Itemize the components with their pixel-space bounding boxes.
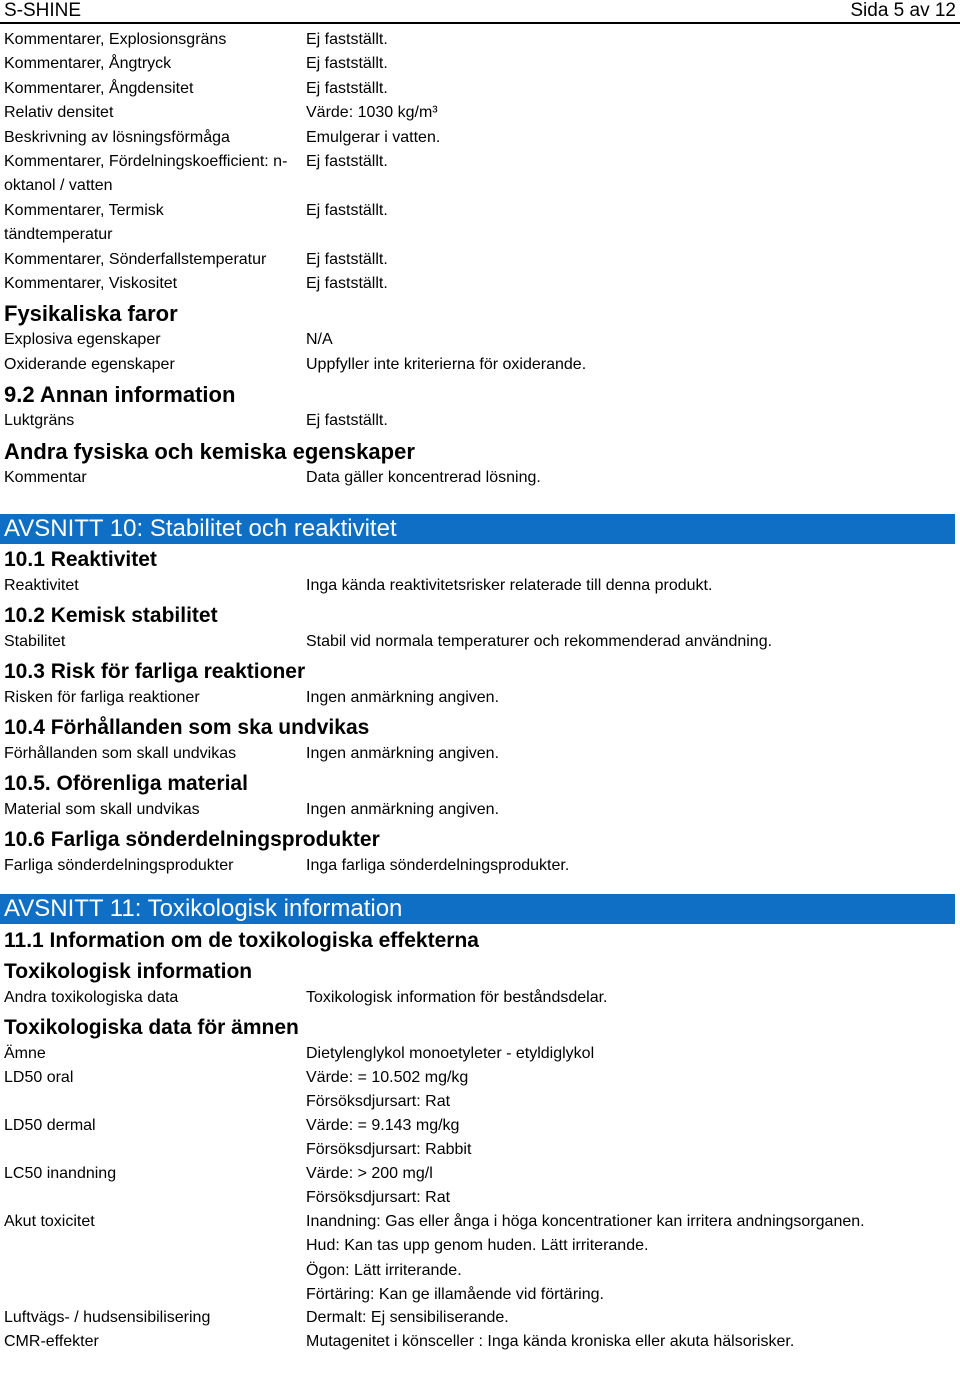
property-value: Mutagenitet i könsceller : Inga kända kroniska eller akuta hälsorisker.: [306, 1332, 795, 1350]
property-row: [0, 1330, 960, 1354]
property-label: Förhållanden som skall undvikas: [4, 744, 237, 762]
value-line: Värde: = 9.143 mg/kg: [306, 1116, 460, 1134]
property-label: Kommentarer, Fördelningskoefficient: n-oktanol / vatten: [4, 152, 288, 195]
subsection-heading: Toxikologisk information: [4, 959, 253, 983]
value-line: Försöksdjursart: Rat: [306, 1189, 451, 1207]
property-label: Explosiva egenskaper: [4, 331, 161, 349]
property-value: Emulgerar i vatten.: [306, 128, 441, 146]
property-row: [0, 409, 960, 433]
property-row: [0, 328, 960, 352]
section-band-10: AVSNITT 10: Stabilitet och reaktivitet: [0, 514, 955, 544]
value-line: Förtäring: Kan ge illamående vid förtäring.: [306, 1286, 604, 1304]
property-label: Akut toxicitet: [4, 1212, 95, 1230]
property-value: [306, 1114, 956, 1163]
property-row: [0, 101, 960, 125]
property-value: Dietylenglykol monoetyleter - etyldiglykol: [306, 1044, 595, 1062]
property-value: Ej fastställt.: [306, 55, 388, 73]
property-label: Beskrivning av lösningsförmåga: [4, 128, 230, 146]
property-label: Risken för farliga reaktioner: [4, 688, 200, 706]
property-label: Kommentarer, Explosionsgräns: [4, 31, 227, 48]
value-line: Försöksdjursart: Rat: [306, 1093, 451, 1111]
property-row: [0, 1066, 960, 1114]
property-row: [0, 986, 960, 1014]
property-value: Ej fastställt.: [306, 31, 388, 48]
property-row: [0, 798, 960, 826]
subsection-heading: 10.4 Förhållanden som ska undvikas: [4, 715, 370, 739]
property-label: Kommentarer, Viskositet: [4, 274, 178, 292]
property-value: Ej fastställt.: [306, 152, 388, 170]
property-value: [306, 1210, 956, 1308]
value-line: Försöksdjursart: Rabbit: [306, 1141, 472, 1159]
property-value: Toxikologisk information för beståndsdelar.: [306, 988, 608, 1006]
property-row: [0, 630, 960, 658]
property-value: Värde: 1030 kg/m³: [306, 104, 438, 122]
property-row: [0, 199, 960, 248]
property-row: [0, 77, 960, 101]
property-row: [0, 248, 960, 272]
property-value: Dermalt: Ej sensibiliserande.: [306, 1308, 509, 1326]
property-label: Andra toxikologiska data: [4, 988, 179, 1006]
subsection-heading: 10.5. Oförenliga material: [4, 771, 248, 795]
property-row: [0, 854, 960, 882]
section-band-11: AVSNITT 11: Toxikologisk information: [0, 894, 955, 924]
property-value: Inga kända reaktivitetsrisker relaterade till denna produkt.: [306, 576, 713, 594]
property-row: [0, 150, 960, 199]
subsection-heading: 10.3 Risk för farliga reaktioner: [4, 659, 306, 683]
subsection-heading: 9.2 Annan information: [4, 382, 236, 408]
property-label: Oxiderande egenskaper: [4, 355, 175, 373]
property-label: Luftvägs- / hudsensibilisering: [4, 1308, 211, 1326]
property-label: LD50 oral: [4, 1068, 74, 1086]
document-body: [0, 28, 960, 1354]
property-value: Ej fastställt.: [306, 274, 388, 292]
property-value: Uppfyller inte kriterierna för oxiderande.: [306, 355, 587, 373]
subsection-heading: 10.1 Reaktivitet: [4, 547, 157, 571]
property-label: Kommentarer, Ångdensitet: [4, 79, 194, 97]
property-value: [306, 1162, 956, 1211]
property-row: [0, 1210, 960, 1306]
property-label: Material som skall undvikas: [4, 800, 200, 818]
property-row: [0, 1162, 960, 1210]
property-label: Ämne: [4, 1044, 46, 1062]
property-value: Ej fastställt.: [306, 79, 388, 97]
subsection-heading: Toxikologiska data för ämnen: [4, 1015, 299, 1039]
property-value: Inga farliga sönderdelningsprodukter.: [306, 856, 570, 874]
property-value: Data gäller koncentrerad lösning.: [306, 468, 541, 486]
property-row: [0, 272, 960, 296]
property-label: Kommentarer, Sönderfallstemperatur: [4, 250, 267, 268]
value-line: Värde: = 10.502 mg/kg: [306, 1068, 469, 1086]
value-line: Värde: > 200 mg/l: [306, 1164, 433, 1182]
property-value: N/A: [306, 331, 333, 349]
property-row: [0, 1042, 960, 1066]
property-label: Stabilitet: [4, 632, 66, 650]
value-line: Ögon: Lätt irriterande.: [306, 1261, 462, 1279]
property-label: Farliga sönderdelningsprodukter: [4, 856, 234, 874]
page-number: Sida 5 av 12: [850, 0, 956, 21]
property-label: Reaktivitet: [4, 576, 79, 594]
property-row: [0, 574, 960, 602]
property-row: [0, 52, 960, 76]
subsection-heading: Andra fysiska och kemiska egenskaper: [4, 438, 415, 464]
property-value: Ej fastställt.: [306, 201, 388, 219]
subsection-heading: 11.1 Information om de toxikologiska effekterna: [4, 928, 479, 952]
property-label: LD50 dermal: [4, 1116, 96, 1134]
property-label: Luktgräns: [4, 412, 75, 430]
property-value: Ingen anmärkning angiven.: [306, 688, 500, 706]
product-name: S-SHINE: [4, 0, 82, 21]
property-row: [0, 686, 960, 714]
value-line: Hud: Kan tas upp genom huden. Lätt irriterande.: [306, 1237, 649, 1255]
property-row: [0, 28, 960, 52]
property-row: [0, 742, 960, 770]
subsection-heading: Fysikaliska faror: [4, 301, 178, 327]
property-label: LC50 inandning: [4, 1164, 117, 1182]
page-header: [0, 0, 960, 24]
property-label: CMR-effekter: [4, 1332, 99, 1350]
subsection-heading: 10.2 Kemisk stabilitet: [4, 603, 218, 627]
property-value: [306, 1066, 956, 1115]
value-line: Inandning: Gas eller ånga i höga koncentrationer kan irritera andningsorganen.: [306, 1212, 865, 1230]
property-label: Kommentar: [4, 468, 87, 486]
property-row: [0, 353, 960, 377]
property-value: Ingen anmärkning angiven.: [306, 800, 500, 818]
property-row: [0, 126, 960, 150]
property-row: [0, 1114, 960, 1162]
property-value: Stabil vid normala temperaturer och rekommenderad användning.: [306, 632, 773, 650]
property-value: Ingen anmärkning angiven.: [306, 744, 500, 762]
property-label: Kommentarer, Termisk tändtemperatur: [4, 201, 164, 244]
property-label: Kommentarer, Ångtryck: [4, 55, 172, 73]
property-row: [0, 1306, 960, 1330]
property-label: Relativ densitet: [4, 104, 114, 122]
property-value: Ej fastställt.: [306, 250, 388, 268]
property-value: Ej fastställt.: [306, 412, 388, 430]
property-row: [0, 466, 960, 490]
subsection-heading: 10.6 Farliga sönderdelningsprodukter: [4, 827, 380, 851]
